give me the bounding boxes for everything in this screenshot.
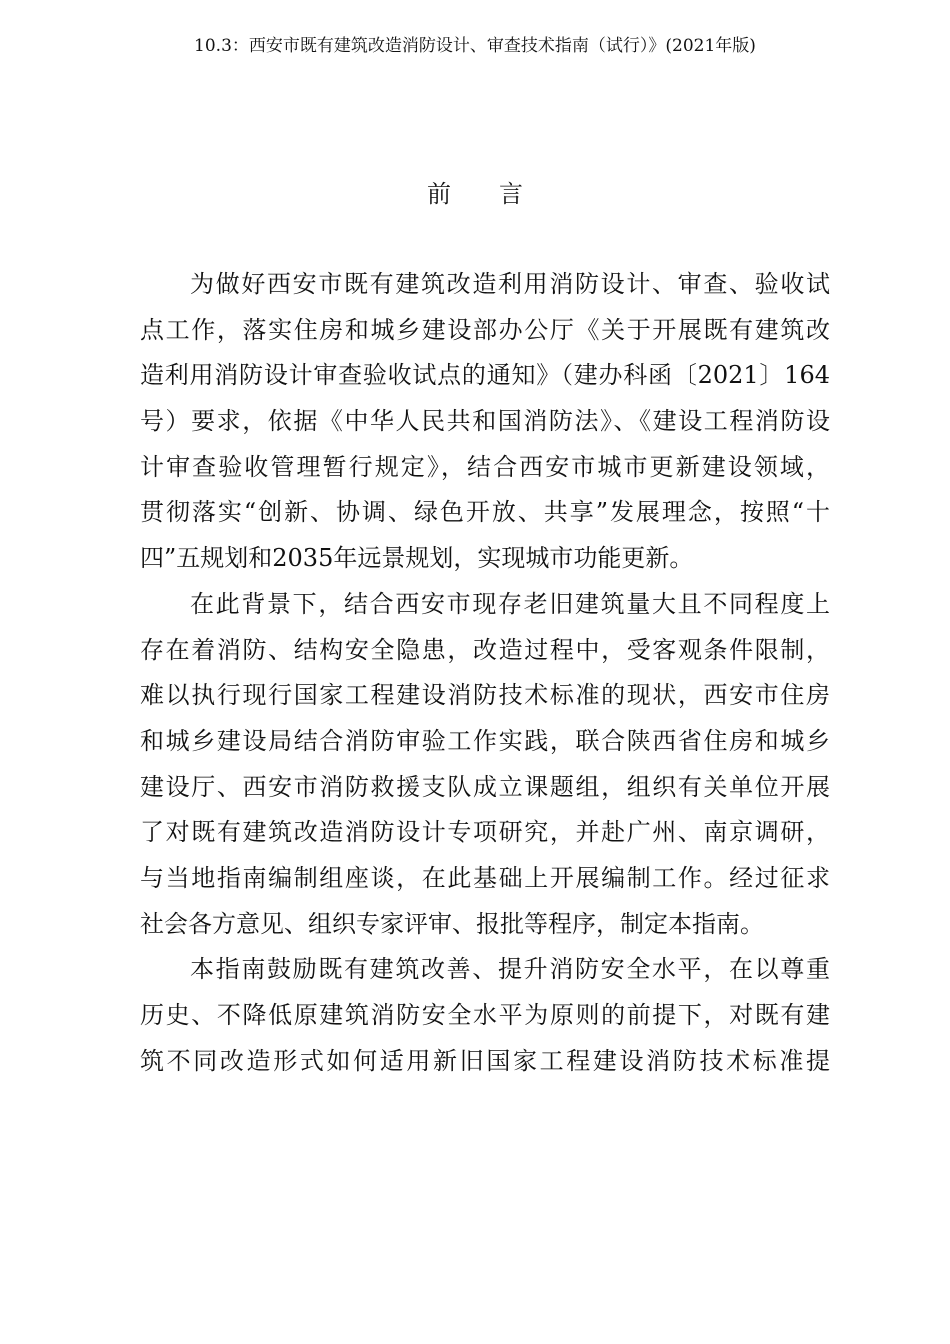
- document-body: [140, 262, 830, 1084]
- text-line: 造利用消防设计审查验收试点的通知》（建办科函〔2021〕164: [140, 361, 830, 390]
- text-line: 点工作，落实住房和城乡建设部办公厅《关于开展既有建筑改: [140, 315, 830, 344]
- text-line: 了对既有建筑改造消防设计专项研究，并赴广州、南京调研，: [140, 818, 830, 847]
- paragraph-2: [140, 582, 830, 948]
- paragraph-1: [140, 262, 830, 582]
- text-line: 本指南鼓励既有建筑改善、提升消防安全水平，在以尊重: [190, 955, 830, 984]
- text-line: 存在着消防、结构安全隐患，改造过程中，受客观条件限制，: [140, 635, 830, 664]
- text-line: 与当地指南编制组座谈，在此基础上开展编制工作。经过征求: [140, 863, 830, 892]
- text-line: 四”五规划和2035年远景规划，实现城市功能更新。: [140, 544, 694, 573]
- text-line: 在此背景下，结合西安市现存老旧建筑量大且不同程度上: [190, 589, 830, 618]
- text-line: 难以执行现行国家工程建设消防技术标准的现状，西安市住房: [140, 681, 830, 710]
- text-line: 社会各方意见、组织专家评审、报批等程序，制定本指南。: [140, 909, 764, 938]
- text-line: 为做好西安市既有建筑改造利用消防设计、审查、验收试: [190, 270, 830, 298]
- page-title: 前言: [427, 180, 571, 208]
- text-line: 和城乡建设局结合消防审验工作实践，联合陕西省住房和城乡: [140, 726, 830, 755]
- paragraph-3: [140, 947, 830, 1084]
- text-line: 贯彻落实“创新、协调、绿色开放、共享”发展理念，按照“十: [140, 498, 830, 527]
- text-line: 建设厅、西安市消防救援支队成立课题组，组织有关单位开展: [140, 772, 830, 801]
- running-header: 10.3：西安市既有建筑改造消防设计、审查技术指南（试行）》(2021年版): [194, 36, 756, 56]
- text-line: 历史、不降低原建筑消防安全水平为原则的前提下，对既有建: [140, 1001, 830, 1029]
- text-line: 计审查验收管理暂行规定》，结合西安市城市更新建设领域，: [140, 452, 830, 481]
- text-line: 筑不同改造形式如何适用新旧国家工程建设消防技术标准提: [140, 1046, 830, 1075]
- text-line: 号）要求，依据《中华人民共和国消防法》、《建设工程消防设: [140, 407, 830, 436]
